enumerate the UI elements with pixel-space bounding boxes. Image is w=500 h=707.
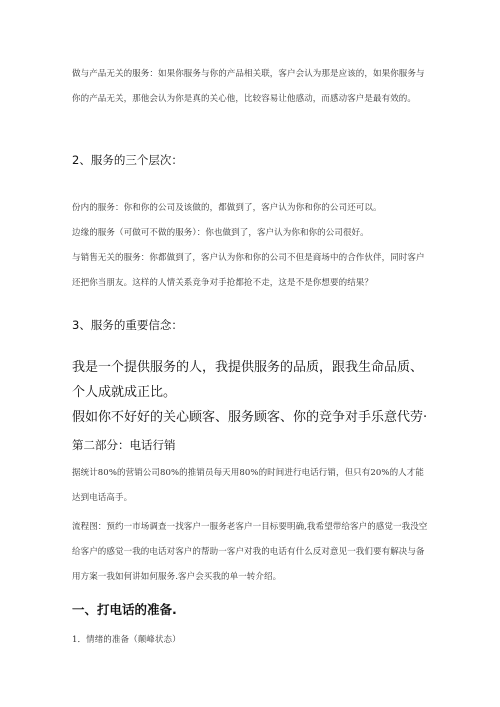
- intro-paragraph: 做与产品无关的服务：如果你服务与你的产品相关联，客户会认为那是应该的，如果你服务与你的产品无关，那他会认为你是真的关心他，比较容易让他感动，而感动客户是最有效的。: [72, 69, 425, 104]
- service-level-item-3: 与销售无关的服务：你都做到了，客户认为你和你的公司不但是商场中的合作伙伴，同时客户还把你当朋友。这样的人情关系竞争对手抢都抢不走，这是不是你想要的结果？: [72, 253, 425, 288]
- part-2-heading: 第二部分：电话行销: [72, 438, 176, 452]
- service-level-item-2: 边缘的服务（可做可不做的服务）：你也做到了，客户认为你和你的公司很好。: [72, 228, 369, 238]
- belief-statement-1: 我是一个提供服务的人，我提供服务的品质，跟我生命品质、个人成就成正比。: [72, 360, 424, 400]
- section-2-heading: 2、服务的三个层次：: [72, 153, 183, 167]
- statistics-paragraph: 据统计80%的营销公司80%的推销员每天用80%的时间进行电话行销，但只有20%的人才能达到电话高手。: [72, 468, 424, 503]
- emotion-prep-item: 1．情绪的准备（颠峰状态）: [72, 635, 181, 645]
- belief-statement-2: 假如你不好好的关心顾客、服务顾客、你的竞争对手乐意代劳·: [72, 410, 428, 425]
- service-level-item-1: 份内的服务：你和你的公司及该做的，都做到了，客户认为你和你的公司还可以。: [72, 203, 382, 213]
- call-preparation-heading: 一、打电话的准备.: [72, 602, 177, 617]
- flow-chart-paragraph: 流程图：预约一市场调查一找客户一服务老客户一目标要明确,我希望带给客户的感觉一我没空给客户的感觉一我的电话对客户的帮助一客户对我的电话有什么反对意见一我们要有解决与备用方案一我如何讲如何服务.客户会买我的单一转介绍。: [72, 522, 428, 582]
- section-3-heading: 3、服务的重要信念：: [72, 318, 183, 332]
